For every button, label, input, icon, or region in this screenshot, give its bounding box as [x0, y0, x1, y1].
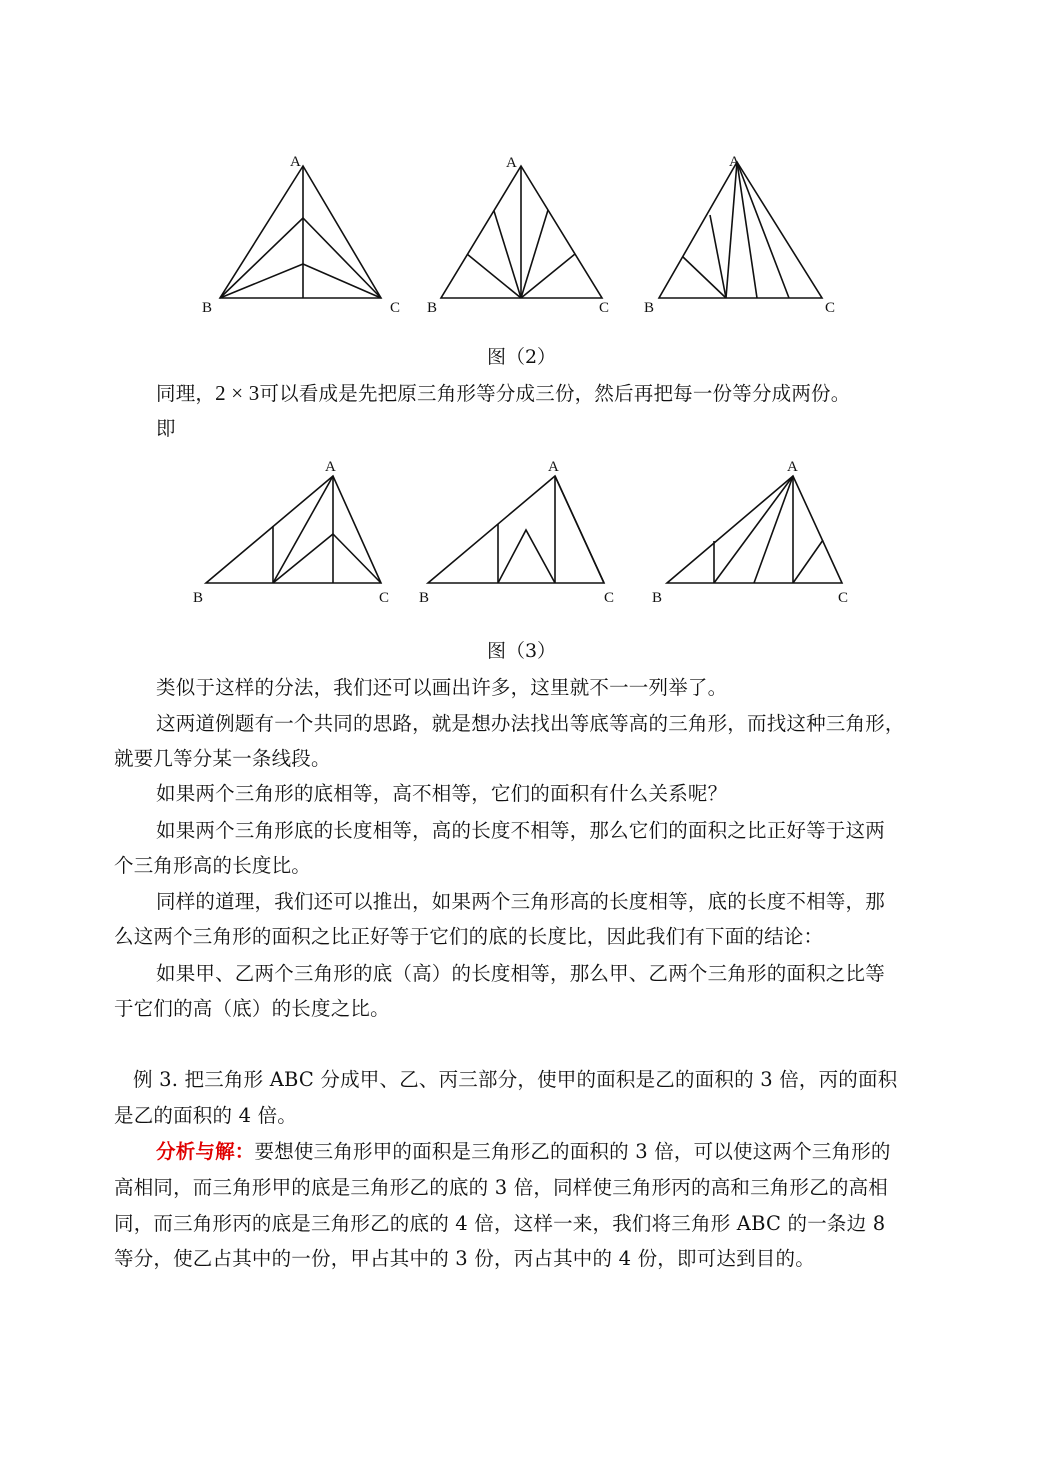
- paragraph-line: 同样的道理，我们还可以推出，如果两个三角形高的长度相等，底的长度不相等，那: [156, 890, 885, 913]
- analysis-line: 等分，使乙占其中的一份，甲占其中的 3 份，丙占其中的 4 份，即可达到目的。: [114, 1247, 815, 1270]
- vertex-label: B: [652, 590, 663, 606]
- paragraph-line: 个三角形高的长度比。: [114, 854, 312, 877]
- analysis-label: 分析与解：: [156, 1140, 255, 1163]
- vertex-label: C: [379, 590, 390, 606]
- example-3-line: 是乙的面积的 4 倍。: [114, 1104, 298, 1127]
- vertex-label: B: [193, 590, 204, 606]
- figure-3-diagram: [0, 455, 1043, 610]
- vertex-label: B: [419, 590, 430, 606]
- paragraph-line: 就要几等分某一条线段。: [114, 747, 331, 770]
- vertex-label: B: [644, 300, 655, 316]
- vertex-label: A: [729, 154, 740, 170]
- triangle-3-2: [428, 476, 604, 583]
- vertex-label: A: [548, 459, 559, 475]
- vertex-label: C: [604, 590, 615, 606]
- triangle-2-3: [659, 162, 822, 298]
- paragraph-line: 于它们的高（底）的长度之比。: [114, 997, 390, 1020]
- vertex-label: A: [787, 459, 798, 475]
- paragraph-line: 类似于这样的分法，我们还可以画出许多，这里就不一一列举了。: [156, 676, 728, 699]
- triangle-3-1: [206, 476, 381, 583]
- text-span: 同理，: [156, 382, 216, 405]
- example-3-line: 例 3. 把三角形 ABC 分成甲、乙、丙三部分，使甲的面积是乙的面积的 3 倍，丙的面积: [133, 1068, 898, 1091]
- figure-2-diagram: [0, 150, 1043, 320]
- paragraph-line: 如果两个三角形底的长度相等，高的长度不相等，那么它们的面积之比正好等于这两: [156, 819, 885, 842]
- vertex-label: A: [290, 154, 301, 170]
- text-span: 要想使三角形甲的面积是三角形乙的面积的 3 倍，可以使这两个三角形的: [254, 1140, 891, 1163]
- triangle-3-3: [667, 476, 842, 583]
- triangle-2-1: [220, 166, 381, 298]
- figure-2: [0, 150, 1043, 320]
- figure-3-caption: 图（3）: [486, 640, 557, 662]
- vertex-label: C: [599, 300, 610, 316]
- paragraph-line: 么这两个三角形的面积之比正好等于它们的底的长度比，因此我们有下面的结论：: [114, 925, 824, 948]
- paragraph-line: 这两道例题有一个共同的思路，就是想办法找出等底等高的三角形，而找这种三角形，: [156, 712, 905, 735]
- vertex-label: C: [838, 590, 849, 606]
- vertex-label: C: [390, 300, 401, 316]
- figure-3: [0, 455, 1043, 610]
- paragraph-line: 如果甲、乙两个三角形的底（高）的长度相等，那么甲、乙两个三角形的面积之比等: [156, 962, 885, 985]
- paragraph-line: 即: [156, 417, 176, 440]
- vertex-label: B: [427, 300, 438, 316]
- vertex-label: C: [825, 300, 836, 316]
- figure-2-caption: 图（2）: [486, 346, 557, 368]
- analysis-line: 同，而三角形丙的底是三角形乙的底的 4 倍，这样一来，我们将三角形 ABC 的一条边 8: [114, 1212, 886, 1235]
- vertex-label: A: [325, 459, 336, 475]
- paragraph-line: [156, 378, 850, 406]
- text-span: 可以看成是先把原三角形等分成三份，然后再把每一份等分成两份。: [259, 382, 851, 405]
- math-expression: 2 × 3: [215, 381, 260, 405]
- vertex-label: A: [506, 155, 517, 171]
- vertex-label: B: [202, 300, 213, 316]
- analysis-line: [156, 1136, 891, 1164]
- triangle-2-2: [441, 166, 602, 298]
- analysis-line: 高相同，而三角形甲的底是三角形乙的底的 3 倍，同样使三角形丙的高和三角形乙的高相: [114, 1176, 889, 1199]
- paragraph-line: 如果两个三角形的底相等，高不相等，它们的面积有什么关系呢？: [156, 782, 728, 805]
